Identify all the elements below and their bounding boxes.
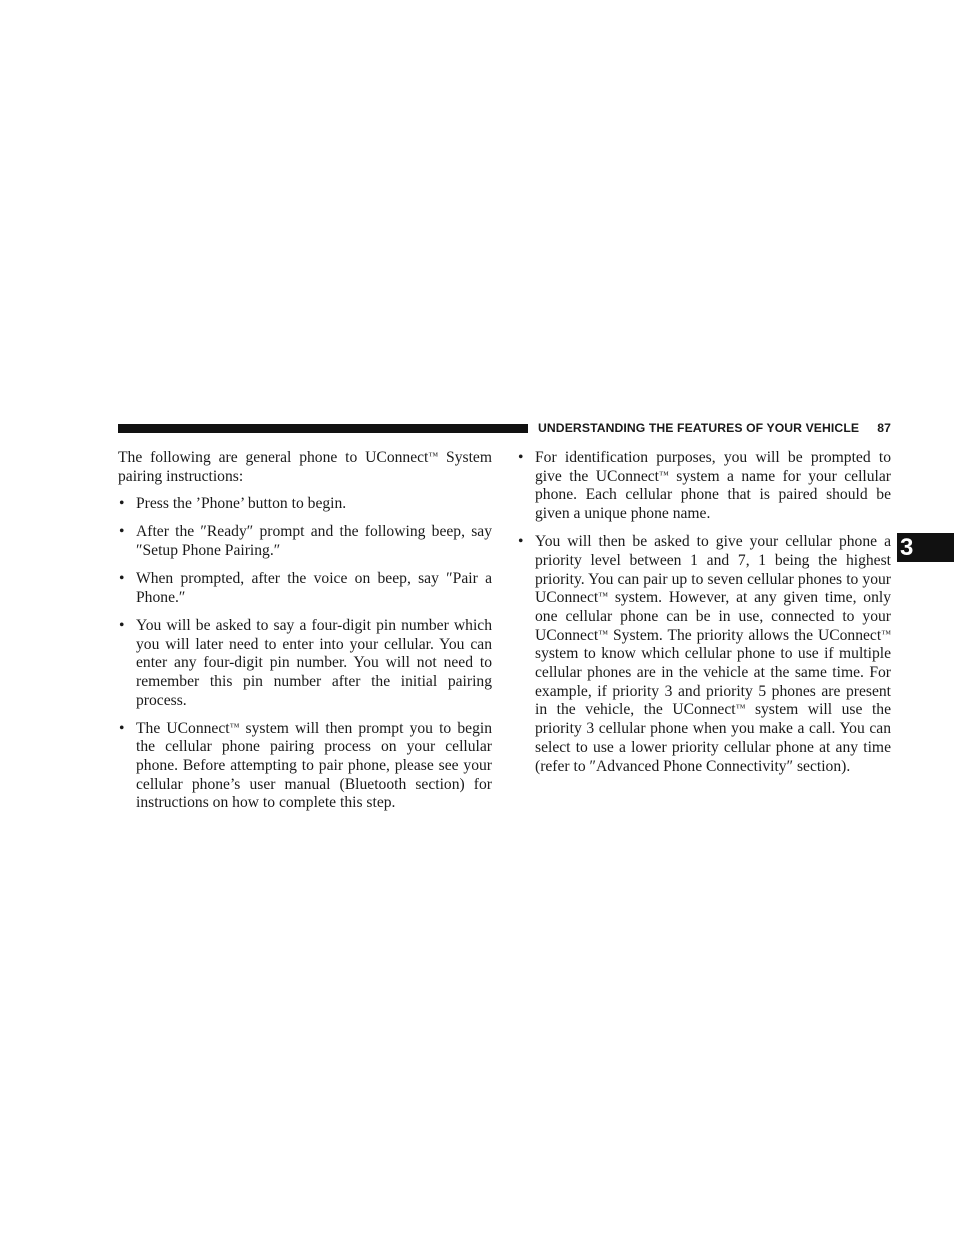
list-item: • You will be asked to say a four-digit pin number which you will later need to enter into your cellular. You can enter any four-digit pin number. You will not need to remember this pin number after the initial pairing process.: [118, 617, 492, 711]
list-item: • After the ″Ready″ prompt and the following beep, say ″Setup Phone Pairing.″: [118, 523, 492, 560]
intro-paragraph: The following are general phone to UConnect™ System pairing instructions:: [118, 449, 492, 485]
pairing-steps-list: [118, 495, 492, 813]
chapter-tab: 3: [897, 533, 954, 562]
list-item: • The UConnect™ system will then prompt you to begin the cellular phone pairing process on your cellular phone. Before attempting to pair phone, please see your cellular phone’s user manual (Bluetooth section) for instructions on how to complete this step.: [118, 720, 492, 814]
running-header: [538, 420, 891, 436]
header-title: UNDERSTANDING THE FEATURES OF YOUR VEHICLE: [538, 421, 860, 435]
list-item: • You will then be asked to give your cellular phone a priority level between 1 and 7, 1 being the highest priority. You can pair up to seven cellular phones to your UConnect™ system. However, at any given time, only one cellular phone can be in use, connected to your UConnect™ System. The priority allows the UConnect™ system to know which cellular phone to use if multiple cellular phones are in the vehicle at the same time. For example, if priority 3 and priority 5 phones are present in the vehicle, the UConnect™ system will use the priority 3 cellular phone when you make a call. You can select to use a lower priority cellular phone at any time (refer to ″Advanced Phone Connectivity″ section).: [517, 533, 891, 776]
left-column: [118, 449, 492, 822]
list-item: • For identification purposes, you will be prompted to give the UConnect™ system a name for your cellular phone. Each cellular phone that is paired should be given a unique phone name.: [517, 449, 891, 524]
pairing-steps-list-continued: [517, 449, 891, 776]
right-column: [517, 449, 891, 786]
header-rule: [118, 424, 528, 433]
list-item: • Press the ’Phone’ button to begin.: [118, 495, 492, 514]
list-item: • When prompted, after the voice on beep, say ″Pair a Phone.″: [118, 570, 492, 607]
page-number: 87: [877, 421, 891, 435]
